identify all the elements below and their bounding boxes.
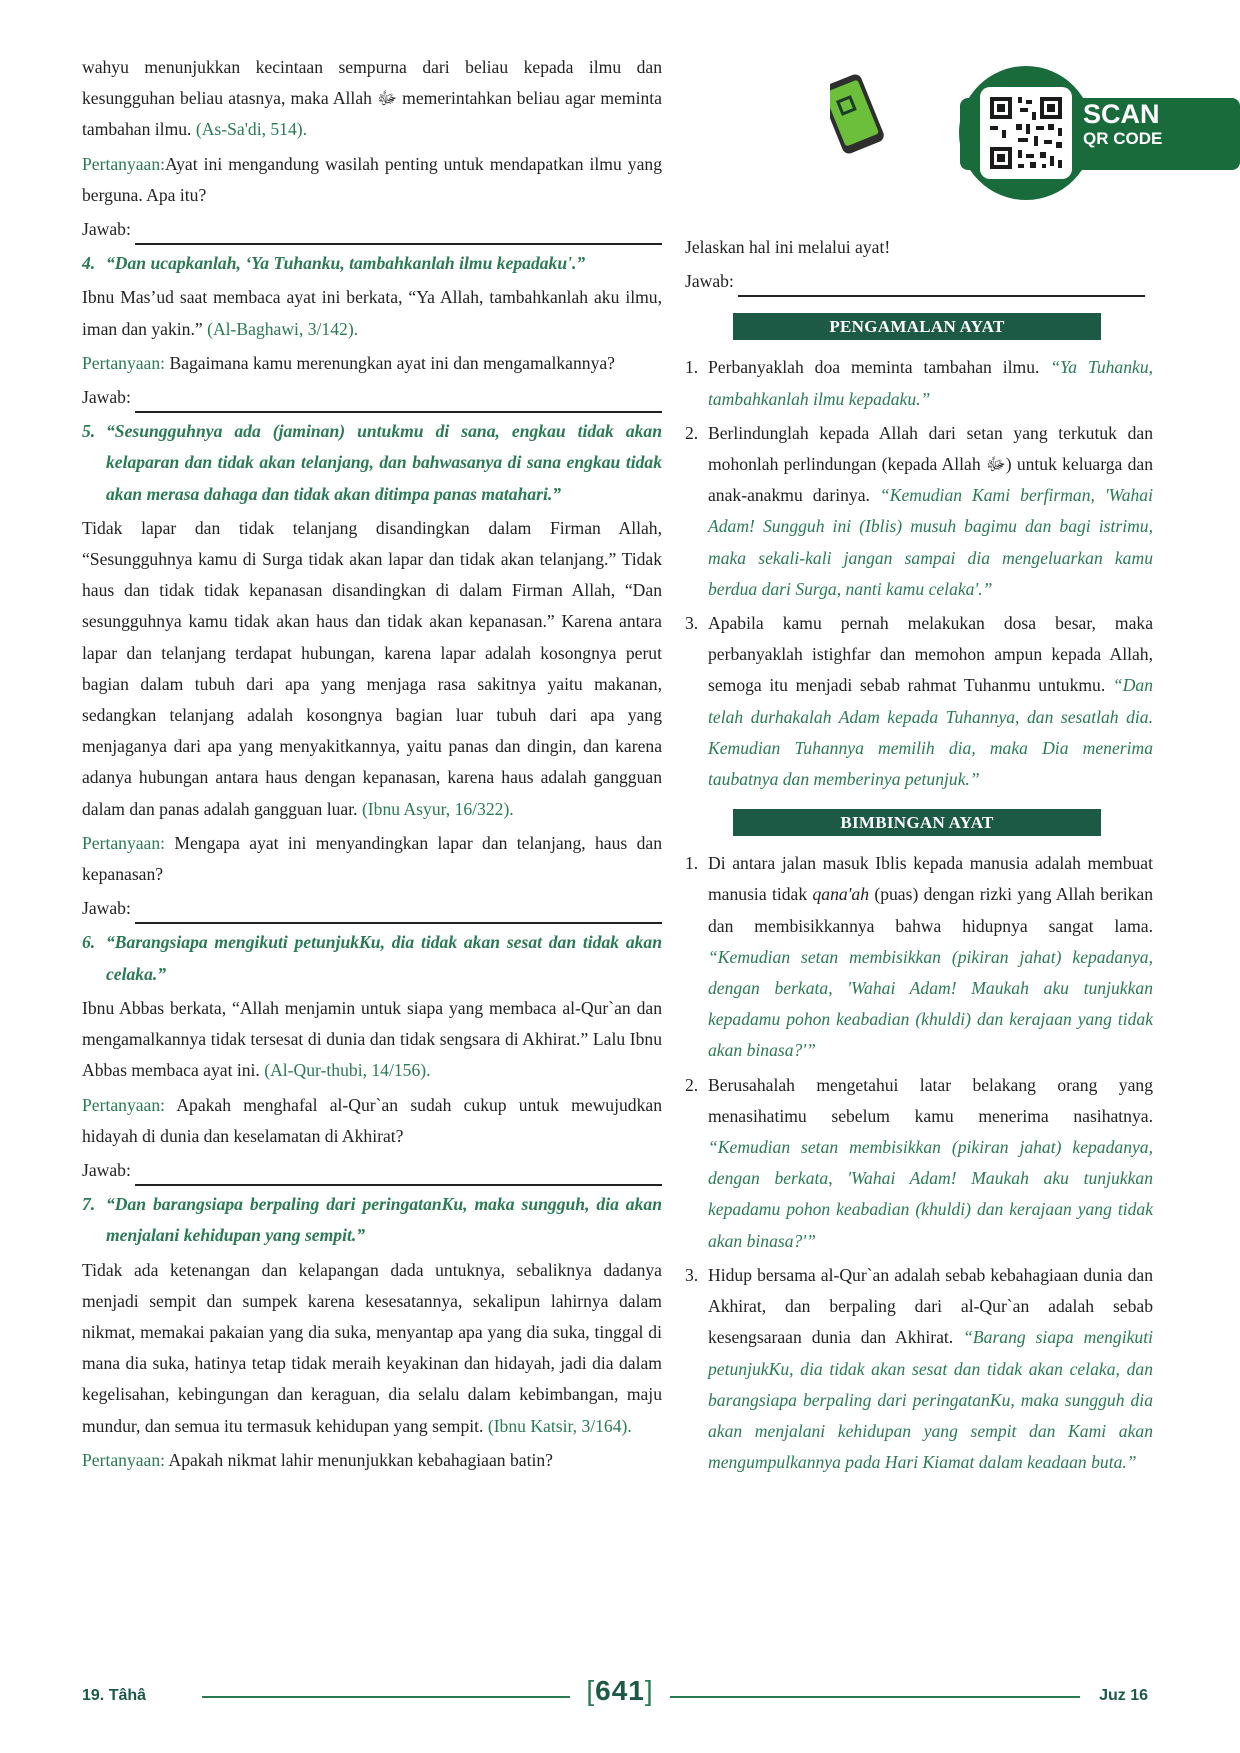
surah-name: 19. Tâhâ [82,1687,147,1704]
citation: (Ibnu Asyur, 16/322). [361,798,514,819]
qr-code-label: QR CODE [1083,129,1163,148]
qr-banner[interactable] [830,66,1240,200]
list-item: 2. Berlindunglah kepada Allah dari setan yang terkutuk dan mohonlah perlindungan (kepada Allah ﷻ) untuk keluarga dan anak-anakmu darinya. “Kemudian Kami berfirman, 'Wahai Adam! Sungguh ini (Iblis) musuh bagimu dan bagi istrimu, maka sekali-kali jangan sampai dia mengeluarkan kamu berdua dari Surga, nanti kamu celaka'.” [685,422,1153,599]
item-5-title: 5. “Sesungguhnya ada (jaminan) untukmu di sana, engkau tidak akan kelaparan dan tidak akan telanjang, dan bahwasanya di sana engkau tidak akan merasa dahaga dan tidak akan ditimpa panas matahari.” [82,421,662,504]
citation: (Al-Baghawi, 3/142). [207,318,359,339]
question-label: Pertanyaan: [82,352,166,373]
left-column [82,52,662,1479]
question-label: Pertanyaan: [82,832,166,853]
item-7-paragraph: Tidak ada ketenangan dan kelapangan dada untuknya, sebaliknya dadanya menjadi sempit dan sumpek karena kesesatannya, sekalipun lahirnya dalam nikmat, memakai pakaian yang dia suka, menyantap apa yang dia suka, tinggal di mana dia suka, hatinya tetap tidak meraih keyakinan dan hidayah, jadi dia dalam kegelisahan, kebingungan dan keraguan, dia selalu dalam kebimbangan, maju mundur, dan semua itu termasuk kehidupan yang sempit. (Ibnu Katsir, 3/164). [82,1259,662,1436]
answer-line[interactable]: Jawab: [82,1155,662,1186]
pengamalan-list [685,352,1153,795]
question-label: Pertanyaan: [82,153,166,174]
footer-rule-left [202,1696,570,1698]
list-item: 1. Perbanyaklah doa meminta tambahan ilmu. “Ya Tuhanku, tambahkanlah ilmu kepadaku.” [685,357,1154,409]
list-item: 1. Di antara jalan masuk Iblis kepada manusia adalah membuat manusia tidak qana'ah (puas) dengan rizki yang Allah berikan dan membisikkannya bahwa hidupnya sangat lama. “Kemudian setan membisikkan (pikiran jahat) kepadanya, dengan berkata, 'Wahai Adam! Maukah aku tunjukkan kepadamu pohon keabadian (khuldi) dan kerajaan yang tidak akan binasa?'” [685,853,1154,1061]
item-7-title: 7. “Dan barangsiapa berpaling dari peringatanKu, maka sungguh, dia akan menjalani kehidupan yang sempit.” [82,1194,662,1246]
qr-scan-label: SCAN [1083,99,1160,129]
question-label: Pertanyaan: [82,1449,166,1470]
page-number: [641] [586,1675,654,1706]
footer-rule-right [670,1696,1080,1698]
item-6-title: 6. “Barangsiapa mengikuti petunjukKu, dia tidak akan sesat dan tidak akan celaka.” [82,932,662,984]
right-column [685,232,1153,1481]
answer-line[interactable]: Jawab: [82,893,662,924]
item-6-paragraph: Ibnu Abbas berkata, “Allah menjamin untuk siapa yang membaca al-Qur`an dan mengamalkannya tidak tersesat di dunia dan tidak sengsara di Akhirat.” Lalu Ibnu Abbas membaca ayat ini. (Al-Qur-thubi, 14/156). [82,997,662,1081]
list-item: 2. Berusahalah mengetahui latar belakang orang yang menasihatimu sebelum kamu menerima nasihatnya. “Kemudian setan membisikkan (pikiran jahat) kepadanya, dengan berkata, 'Wahai Adam! Maukah aku tunjukkan kepadamu pohon keabadian (khuldi) dan kerajaan yang tidak akan binasa?'” [685,1074,1153,1251]
question: Pertanyaan: Apakah nikmat lahir menunjukkan kebahagiaan batin? [82,1449,553,1470]
citation: (Ibnu Katsir, 3/164). [487,1415,632,1436]
continued-question: Jelaskan hal ini melalui ayat! [685,237,891,257]
list-item: 3. Apabila kamu pernah melakukan dosa besar, maka perbanyaklah istighfar dan memohon ampun kepada Allah, semoga itu menjadi sebab rahmat Tuhanmu untukmu. “Dan telah durhakalah Adam kepada Tuhannya, dan sesatlah dia. Kemudian Tuhannya memilih dia, maka Dia menerima taubatnya dan memberinya petunjuk.” [685,613,1153,790]
section-heading-bimbingan: BIMBINGAN AYAT [733,809,1101,836]
item-4-title: 4. “Dan ucapkanlah, ‘Ya Tuhanku, tambahkanlah ilmu kepadaku'.” [82,253,586,274]
question: Pertanyaan: Bagaimana kamu merenungkan ayat ini dan mengamalkannya? [82,352,615,373]
question: Pertanyaan: Mengapa ayat ini menyandingkan lapar dan telanjang, haus dan kepanasan? [82,832,662,885]
section-heading-pengamalan: PENGAMALAN AYAT [733,313,1101,340]
bimbingan-list [685,848,1153,1478]
answer-line[interactable]: Jawab: [685,266,1145,297]
page-footer [0,1675,1240,1715]
answer-line[interactable]: Jawab: [82,382,662,413]
question: Pertanyaan: Apakah menghafal al-Qur`an sudah cukup untuk mewujudkan hidayah di dunia dan keselamatan di Akhirat? [82,1094,662,1146]
phone-icon [830,72,886,155]
question: Pertanyaan:Ayat ini mengandung wasilah penting untuk mendapatkan ilmu yang berguna. Apa itu? [82,153,662,205]
item-5-paragraph: Tidak lapar dan tidak telanjang disandingkan dalam Firman Allah, “Sesungguhnya kamu di Surga tidak akan lapar dan tidak akan telanjang.” Tidak haus dan tidak tidak kepanasan disandingkan di dalam Firman Allah, “Dan sesungguhnya kamu tidak akan haus dan tidak akan kepanasan.” Karena antara lapar dan telanjang terdapat hubungan, karena lapar adalah kosongnya perut bagian dalam tubuh dari apa yang menjaga rasa sakitnya yaitu makanan, sedangkan telanjang adalah kosongnya bagian luar tubuh dari apa yang menjaganya dari apa yang menyakitkannya, yaitu panas dan dingin, dan karena adanya hubungan antara haus dengan kepanasan, karena haus adalah gangguan dalam dan panas adalah gangguan luar. (Ibnu Asyur, 16/322). [82,517,662,819]
juz-label: Juz 16 [1099,1687,1148,1704]
question-label: Pertanyaan: [82,1094,166,1115]
citation: (As-Sa'di, 514). [195,119,308,140]
qr-banner-graphic [830,66,1240,200]
list-item: 3. Hidup bersama al-Qur`an adalah sebab kebahagiaan dunia dan Akhirat, dan berpaling dari al-Qur`an adalah sebab kesengsaraan dunia dan Akhirat. “Barang siapa mengikuti petunjukKu, dia tidak akan sesat dan tidak akan celaka, dan barangsiapa berpaling dari peringatanKu, maka sungguh dia akan menjalani kehidupan yang sempit dan Kami akan mengumpulkannya pada Hari Kiamat dalam keadaan buta.” [685,1264,1153,1473]
item-4-paragraph: Ibnu Mas’ud saat membaca ayat ini berkata, “Ya Allah, tambahkanlah aku ilmu, iman dan yakin.” (Al-Baghawi, 3/142). [82,287,662,339]
intro-paragraph: wahyu menunjukkan kecintaan sempurna dari beliau kepada ilmu dan kesungguhan beliau atasnya, maka Allah ﷻ memerintahkan beliau agar meminta tambahan ilmu. (As-Sa'di, 514). [82,57,662,140]
citation: (Al-Qur-thubi, 14/156). [264,1060,431,1081]
answer-line[interactable]: Jawab: [82,214,662,245]
